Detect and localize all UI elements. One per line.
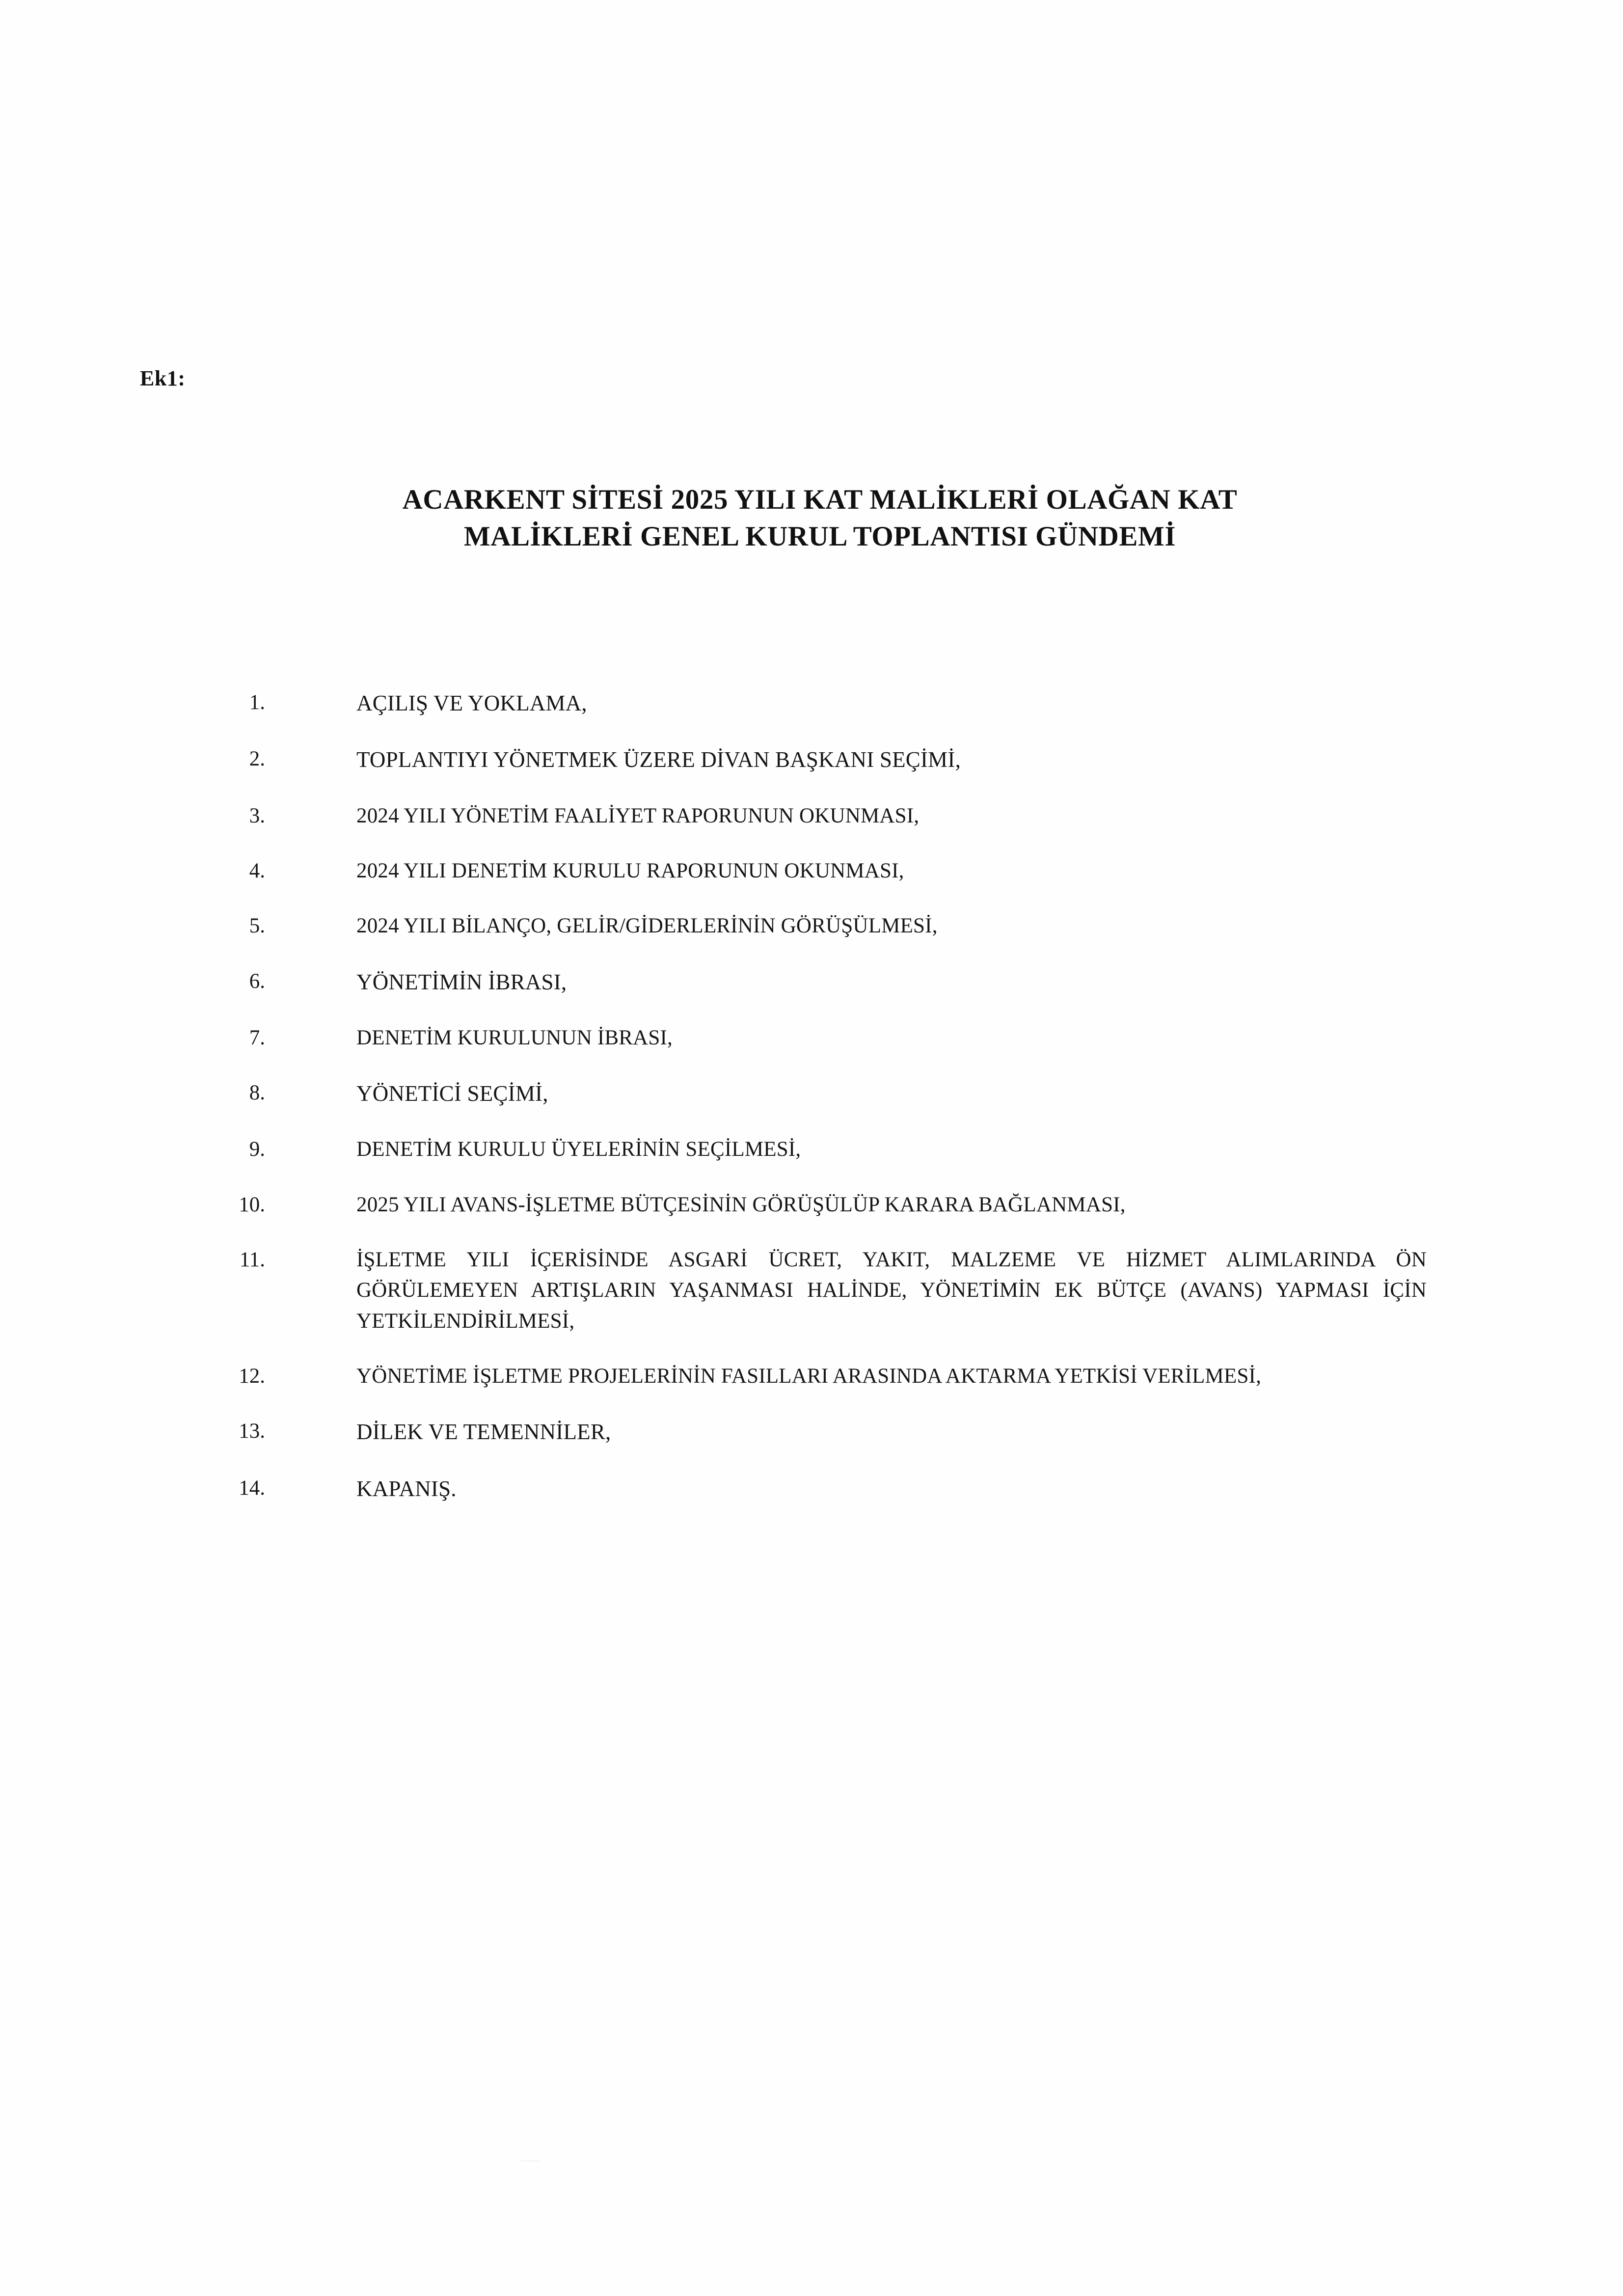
list-item-text: 2025 YILI AVANS-İŞLETME BÜTÇESİNİN GÖRÜŞÜLÜP KARARA BAĞLANMASI, bbox=[356, 1193, 1126, 1216]
list-item bbox=[0, 687, 1623, 719]
list-item bbox=[0, 1473, 1623, 1505]
list-item bbox=[0, 1361, 1623, 1392]
list-item bbox=[0, 1134, 1623, 1165]
list-item-number: 5. bbox=[249, 914, 265, 938]
list-item bbox=[0, 1245, 1623, 1337]
list-item-text: İŞLETME YILI İÇERİSİNDE ASGARİ ÜCRET, YAKIT, MALZEME VE HİZMET ALIMLARINDA ÖN GÖRÜLEMEYEN ARTIŞLARIN YAŞANMASI HALİNDE, YÖNETİMİN EK BÜTÇE (AVANS) YAPMASI İÇİN YETKİLENDİRİLMESİ, bbox=[356, 1248, 1427, 1333]
list-item-number: 2. bbox=[249, 747, 265, 771]
page-title bbox=[206, 481, 1434, 555]
page-footer-mark bbox=[520, 2160, 540, 2161]
list-item bbox=[0, 1190, 1623, 1220]
list-item bbox=[0, 744, 1623, 776]
list-item-text: DENETİM KURULUNUN İBRASI, bbox=[356, 1026, 673, 1049]
list-item-number: 9. bbox=[249, 1138, 265, 1161]
list-item-text: YÖNETİME İŞLETME PROJELERİNİN FASILLARI ARASINDA AKTARMA YETKİSİ VERİLMESİ, bbox=[356, 1365, 1262, 1388]
list-item-text: AÇILIŞ VE YOKLAMA, bbox=[356, 691, 587, 715]
list-item-number: 6. bbox=[249, 969, 265, 993]
list-item-number: 11. bbox=[239, 1248, 265, 1272]
list-item-number: 4. bbox=[249, 859, 265, 882]
list-item-number: 1. bbox=[249, 691, 265, 714]
list-item bbox=[0, 911, 1623, 941]
list-item bbox=[0, 966, 1623, 998]
page-title-line-2: MALİKLERİ GENEL KURUL TOPLANTISI GÜNDEMİ bbox=[463, 521, 1176, 552]
list-item-number: 10. bbox=[239, 1193, 265, 1216]
list-item-number: 3. bbox=[249, 804, 265, 827]
list-item-number: 14. bbox=[239, 1476, 265, 1500]
list-item-number: 13. bbox=[239, 1420, 265, 1443]
list-item-text: YÖNETİMİN İBRASI, bbox=[356, 969, 567, 994]
list-item bbox=[0, 856, 1623, 886]
list-item-text: DENETİM KURULU ÜYELERİNİN SEÇİLMESİ, bbox=[356, 1138, 801, 1161]
agenda-list bbox=[0, 687, 1623, 1530]
list-item-text: 2024 YILI DENETİM KURULU RAPORUNUN OKUNMASI, bbox=[356, 859, 904, 882]
list-item-number: 8. bbox=[249, 1081, 265, 1105]
attachment-label: Ek1: bbox=[140, 366, 186, 390]
list-item-number: 12. bbox=[239, 1365, 265, 1388]
page-title-line-1: ACARKENT SİTESİ 2025 YILI KAT MALİKLERİ OLAĞAN KAT bbox=[402, 484, 1238, 515]
list-item-text: KAPANIŞ. bbox=[356, 1476, 457, 1501]
list-item bbox=[0, 1023, 1623, 1053]
list-item-text: YÖNETİCİ SEÇİMİ, bbox=[356, 1081, 548, 1106]
list-item bbox=[0, 1416, 1623, 1448]
list-item-text: TOPLANTIYI YÖNETMEK ÜZERE DİVAN BAŞKANI SEÇİMİ, bbox=[356, 747, 961, 772]
list-item-text: DİLEK VE TEMENNİLER, bbox=[356, 1420, 611, 1445]
list-item-number: 7. bbox=[249, 1026, 265, 1049]
list-item bbox=[0, 801, 1623, 831]
list-item bbox=[0, 1078, 1623, 1110]
list-item-text: 2024 YILI YÖNETİM FAALİYET RAPORUNUN OKUNMASI, bbox=[356, 804, 920, 827]
list-item-text: 2024 YILI BİLANÇO, GELİR/GİDERLERİNİN GÖRÜŞÜLMESİ, bbox=[356, 914, 938, 938]
